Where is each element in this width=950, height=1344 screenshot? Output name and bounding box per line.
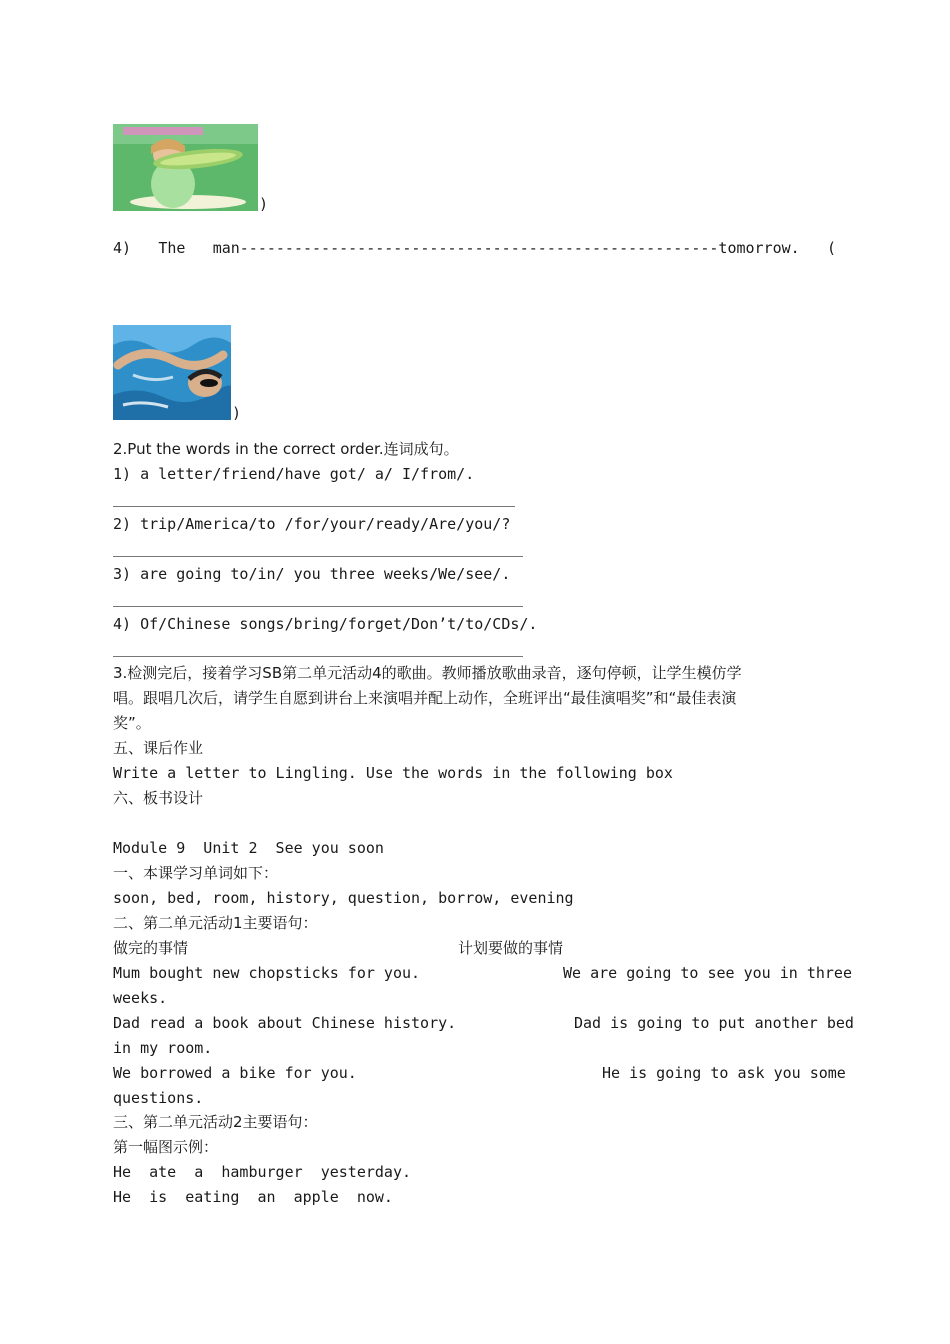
exercise3-line-3: 奖”。: [113, 714, 151, 732]
activity1-heading: 二、第二单元活动1主要语句：: [113, 914, 318, 932]
example-sentence-1: He ate a hamburger yesterday.: [113, 1163, 412, 1181]
swimmer-image: [113, 325, 231, 420]
words-heading: 一、本课学习单词如下：: [113, 864, 279, 882]
exercise3-line-1: 3.检测完后，接着学习SB第二单元活动4的歌曲。教师播放歌曲录音，逐句停顿，让学生模仿学: [113, 664, 742, 682]
module-title: Module 9 Unit 2 See you soon: [113, 839, 384, 857]
item4-blank-sentence: man-----------------------------------------------------tomorrow.: [212, 239, 800, 257]
girl-eating-corn-image: [113, 124, 258, 211]
done-sentence-1: Mum bought new chopsticks for you.: [113, 964, 421, 982]
order-item-2: 2) trip/America/to /for/your/ready/Are/you/?: [113, 515, 511, 533]
item4-word-the: The: [158, 239, 186, 257]
answer-line-2: [113, 556, 523, 557]
example-sentence-2: He is eating an apple now.: [113, 1188, 393, 1206]
item4-line: [113, 238, 836, 258]
board-heading: 六、板书设计: [113, 789, 204, 807]
order-item-4: 4) Of/Chinese songs/bring/forget/Don’t/to/CDs/.: [113, 615, 538, 633]
order-item-1: 1) a letter/friend/have got/ a/ I/from/.: [113, 465, 475, 483]
item4-open-paren: (: [826, 239, 836, 257]
pic3-close-paren: ): [259, 195, 269, 213]
pic4-close-paren: ): [232, 404, 242, 422]
homework-text: Write a letter to Lingling. Use the words in the following box: [113, 764, 673, 782]
done-sentence-2: Dad read a book about Chinese history.: [113, 1014, 457, 1032]
column-plan-heading: 计划要做的事情: [458, 939, 564, 957]
picture1-heading: 第一幅图示例：: [113, 1138, 219, 1156]
plan-sentence-2-continued: in my room.: [113, 1039, 213, 1057]
item4-number: 4): [113, 239, 132, 257]
order-item-3: 3) are going to/in/ you three weeks/We/see/.: [113, 565, 511, 583]
answer-line-3: [113, 606, 523, 607]
plan-sentence-1-continued: weeks.: [113, 989, 168, 1007]
vocabulary-list: soon, bed, room, history, question, borrow, evening: [113, 889, 574, 907]
exercise3-line-2: 唱。跟唱几次后，请学生自愿到讲台上来演唱并配上动作，全班评出“最佳演唱奖”和“最佳表演: [113, 689, 737, 707]
column-done-heading: 做完的事情: [113, 939, 189, 957]
answer-line-4: [113, 656, 523, 657]
plan-sentence-3: He is going to ask you some: [602, 1064, 846, 1082]
exercise2-title: 2.Put the words in the correct order.连词成句。: [113, 440, 459, 458]
homework-heading: 五、课后作业: [113, 739, 204, 757]
plan-sentence-3-continued: questions.: [113, 1089, 204, 1107]
plan-sentence-2: Dad is going to put another bed: [574, 1014, 854, 1032]
activity2-heading: 三、第二单元活动2主要语句：: [113, 1113, 318, 1131]
answer-line-1: [113, 506, 515, 507]
plan-sentence-1: We are going to see you in three: [563, 964, 852, 982]
done-sentence-3: We borrowed a bike for you.: [113, 1064, 357, 1082]
